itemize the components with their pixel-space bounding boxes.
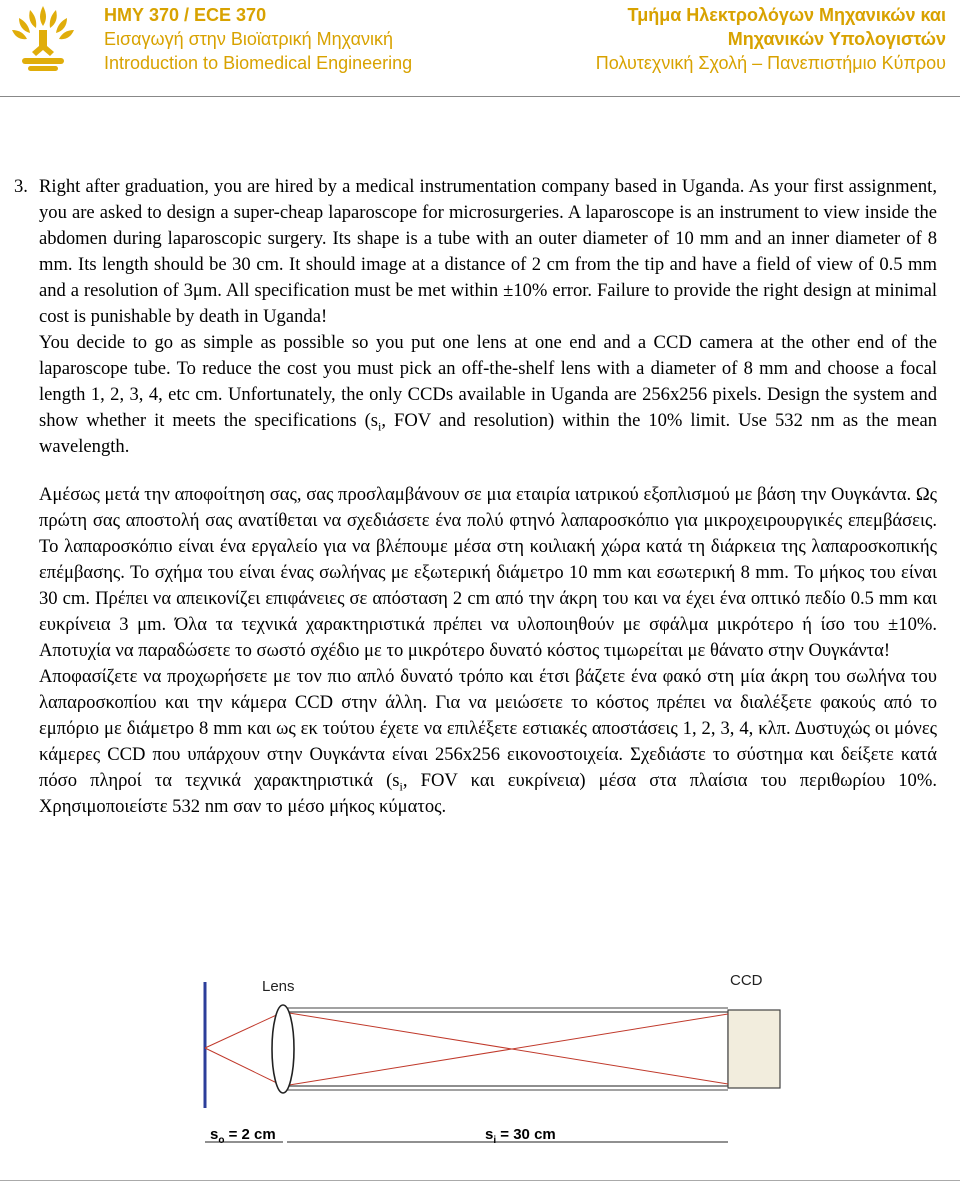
problem-text-gr-2 [39, 664, 937, 820]
problem-text-en-2-b: , FOV and resolution) within the 10% limit. Use 532 nm as the mean wavelength. [39, 410, 937, 457]
problem-text-en-2 [39, 330, 937, 460]
ccd-sensor [728, 1010, 780, 1088]
footer-divider [0, 1180, 960, 1181]
problem-content [14, 174, 937, 820]
school-line: Πολυτεχνική Σχολή – Πανεπιστήμιο Κύπρου [595, 53, 946, 73]
course-code: ΗΜΥ 370 / ECE 370 [104, 5, 267, 25]
problem-text-en-1: Right after graduation, you are hired by a medical instrumentation company based in Uganda. As your first assignment, you are asked to design a super-cheap laparoscope for microsurgeries. A laparoscope is an instrument to view inside the abdomen during laparoscopic surgery. Its shape is a tube with an outer diameter of 10 mm and an inner diameter of 8 mm. Its length should be 30 cm. It should image at a distance of 2 cm from the tip and have a field of view of 0.5 mm and a resolution of 3μm. All specification must be met within ±10% error. Failure to provide the right design at minimal cost is punishable by death in Uganda! [39, 176, 937, 327]
laparoscope-diagram [170, 970, 790, 1150]
so-value: = 2 cm [224, 1126, 276, 1143]
laparoscope-diagram-graphic [170, 970, 790, 1150]
si-main: s [485, 1126, 494, 1143]
course-info [104, 3, 412, 75]
si-label [485, 1126, 556, 1146]
header-divider [0, 96, 960, 97]
lens-label: Lens [262, 978, 295, 995]
si-sub: i [493, 1135, 497, 1146]
ray [205, 1012, 283, 1048]
university-logo-icon [6, 2, 80, 76]
page-header [0, 0, 960, 100]
problem-text-en-2-sub: i [378, 419, 382, 434]
department-info [596, 3, 946, 75]
ray [283, 1014, 728, 1086]
problem-text-gr-2-b: , FOV και ευκρίνεια) μέσα στα πλαίσια του περιθωρίου 10%. Χρησιμοποιείστε 532 nm σαν το μέσο μήκος κύματος. [39, 770, 937, 817]
department-line-1: Τμήμα Ηλεκτρολόγων Μηχανικών και [627, 5, 946, 25]
lens-shape [272, 1005, 294, 1093]
problem-text-gr-1: Αμέσως μετά την αποφοίτηση σας, σας προσλαμβάνουν σε μια εταιρία ιατρικού εξοπλισμού με βάση την Ουγκάντα. Ως πρώτη σας αποστολή σας ανατίθεται να σχεδιάσετε ένα πολύ φτηνό λαπαροσκόπιο για μικροχειρουργικές επεμβάσεις. Το λαπαροσκόπιο είναι ένα εργαλείο για να βλέπουμε μέσα στη κοιλιακή χώρα κατά τη διάρκεια της λαπαροσκοπικής επέμβασης. Το σχήμα του είναι ένας σωλήνας με εξωτερική διάμετρο 10 mm και εσωτερική 8 mm. Το μήκος του είναι 30 cm. Πρέπει να απεικονίζει επιφάνειες σε απόσταση 2 cm από την άκρη του και να έχει ένα οπτικό πεδίο 0.5 mm και ευκρίνεια 3 μm. Όλα τα τεχνικά χαρακτηριστικά πρέπει να υλοποιηθούν με σφάλμα μικρότερο ή ίσο του ±10%. Αποτυχία να παραδώσετε το σωστό σχέδιο με το μικρότερο δυνατό κόστος τιμωρείται με θάνατο στην Ουγκάντα! [39, 484, 937, 661]
problem-number: 3. [14, 176, 28, 197]
problem-item [14, 174, 937, 820]
so-main: s [210, 1126, 219, 1143]
so-sub: o [218, 1135, 225, 1146]
problem-text-en-2-a: You decide to go as simple as possible so you put one lens at one end and a CCD camera at the other end of the laparoscope tube. To reduce the cost you must pick an off-the-shelf lens with a diameter of 8 mm and choose a focal length 1, 2, 3, 4, etc cm. Unfortunately, the only CCDs available in Uganda are 256x256 pixels. Design the system and show whether it meets the specifications (s [39, 332, 937, 431]
department-line-2: Μηχανικών Υπολογιστών [727, 29, 946, 49]
problem-text-gr-2-sub: i [399, 779, 403, 794]
course-title-greek: Εισαγωγή στην Βιοϊατρική Μηχανική [104, 29, 393, 49]
so-label [210, 1126, 276, 1146]
ccd-label: CCD [730, 972, 763, 989]
problem-text-gr-2-a: Αποφασίζετε να προχωρήσετε με τον πιο απλό δυνατό τρόπο και έτσι βάζετε ένα φακό στη μία άκρη του σωλήνα του λαπαροσκοπίου και την κάμερα CCD στην άλλη. Για να μειώσετε το κόστος πρέπει να διαλέξετε φακούς από το εμπόριο με διάμετρο 8 mm και ως εκ τούτου έχετε να επιλέξετε εστιακές αποστάσεις 1, 2, 3, 4, κλπ. Δυστυχώς οι μόνες κάμερες CCD που υπάρχουν στην Ουγκάντα είναι 256x256 εικονοστοιχεία. Σχεδιάστε το σύστημα και δείξετε κατά πόσο πληροί τα τεχνικά χαρακτηριστικά (s [39, 666, 937, 791]
ray [283, 1012, 728, 1084]
course-title-english: Introduction to Biomedical Engineering [104, 53, 413, 73]
si-value: = 30 cm [496, 1126, 556, 1143]
